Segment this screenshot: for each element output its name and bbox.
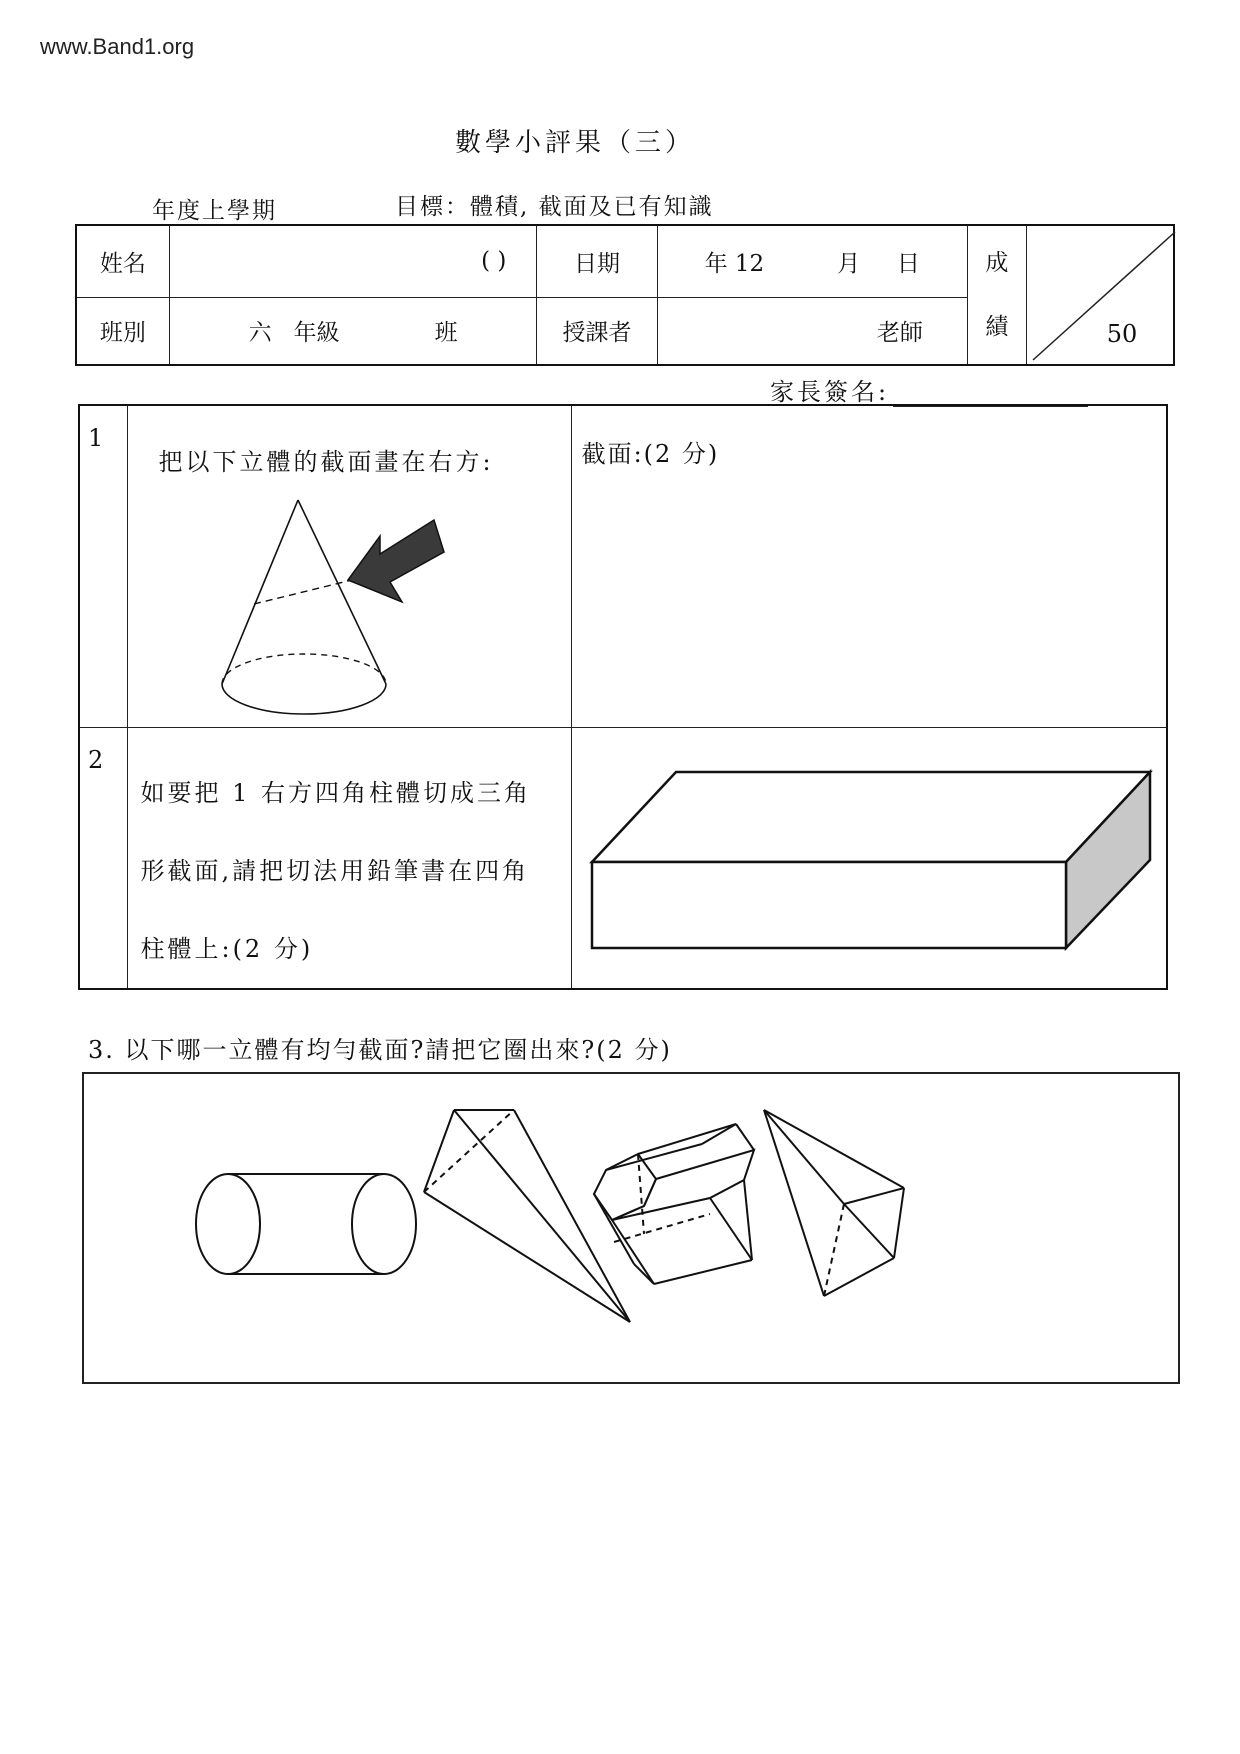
class-label: 班別	[76, 297, 169, 365]
objective: 目標：體積, 截面及已有知識	[395, 194, 714, 220]
q2-question-cell	[128, 727, 571, 989]
parent-signature-label: 家長簽名:	[770, 378, 890, 406]
q2-number: 2	[79, 727, 128, 989]
q3-shapes-svg	[84, 1074, 1178, 1382]
triangular-pyramid-icon[interactable]	[424, 1110, 630, 1322]
questions-table	[78, 404, 1168, 990]
name-label: 姓名	[76, 225, 169, 297]
question-3-text: 3. 以下哪一立體有均勻截面?請把它圈出來?(2 分)	[88, 1036, 672, 1064]
class-field[interactable]: 六 年級 班	[169, 297, 537, 365]
date-field[interactable]: 年 12 月 日	[657, 225, 967, 297]
rectangular-prism-icon	[580, 762, 1170, 962]
score-label-1: 成	[985, 250, 1009, 276]
score-box[interactable]	[1026, 225, 1174, 365]
score-slash-icon	[1027, 226, 1182, 366]
q2-line-2: 形截面,請把切法用鉛筆書在四角	[140, 856, 530, 885]
q1-answer-label: 截面:(2 分)	[581, 440, 720, 468]
score-label	[967, 225, 1026, 365]
date-label: 日期	[537, 225, 657, 297]
parent-signature	[770, 372, 1088, 407]
watermark: www.Band1.org	[40, 34, 195, 59]
square-pyramid-icon[interactable]	[764, 1110, 904, 1296]
q2-figure-cell[interactable]	[571, 727, 1167, 989]
cylinder-icon[interactable]	[196, 1174, 416, 1274]
q2-line-1: 如要把 1 右方四角柱體切成三角	[140, 778, 532, 807]
score-total: 50	[1106, 320, 1138, 348]
q1-answer-cell[interactable]	[571, 405, 1167, 727]
hexagonal-prism-icon[interactable]	[594, 1124, 754, 1284]
q1-text: 把以下立體的截面畫在右方:	[158, 448, 494, 476]
cone-with-cut-arrow-icon	[218, 496, 548, 736]
q1-number: 1	[79, 405, 128, 727]
semester: 年度上學期	[152, 198, 277, 224]
q1-question-cell	[128, 405, 571, 727]
teacher-label: 授課者	[537, 297, 657, 365]
teacher-field[interactable]: 老師	[657, 297, 967, 365]
name-field[interactable]: ( )	[169, 225, 537, 297]
score-label-2: 績	[985, 314, 1009, 340]
student-info-table	[75, 224, 1175, 366]
q2-line-3: 柱體上:(2 分)	[140, 934, 314, 963]
q3-shapes-box	[82, 1072, 1180, 1384]
page-title: 數學小評果（三）	[454, 128, 695, 158]
